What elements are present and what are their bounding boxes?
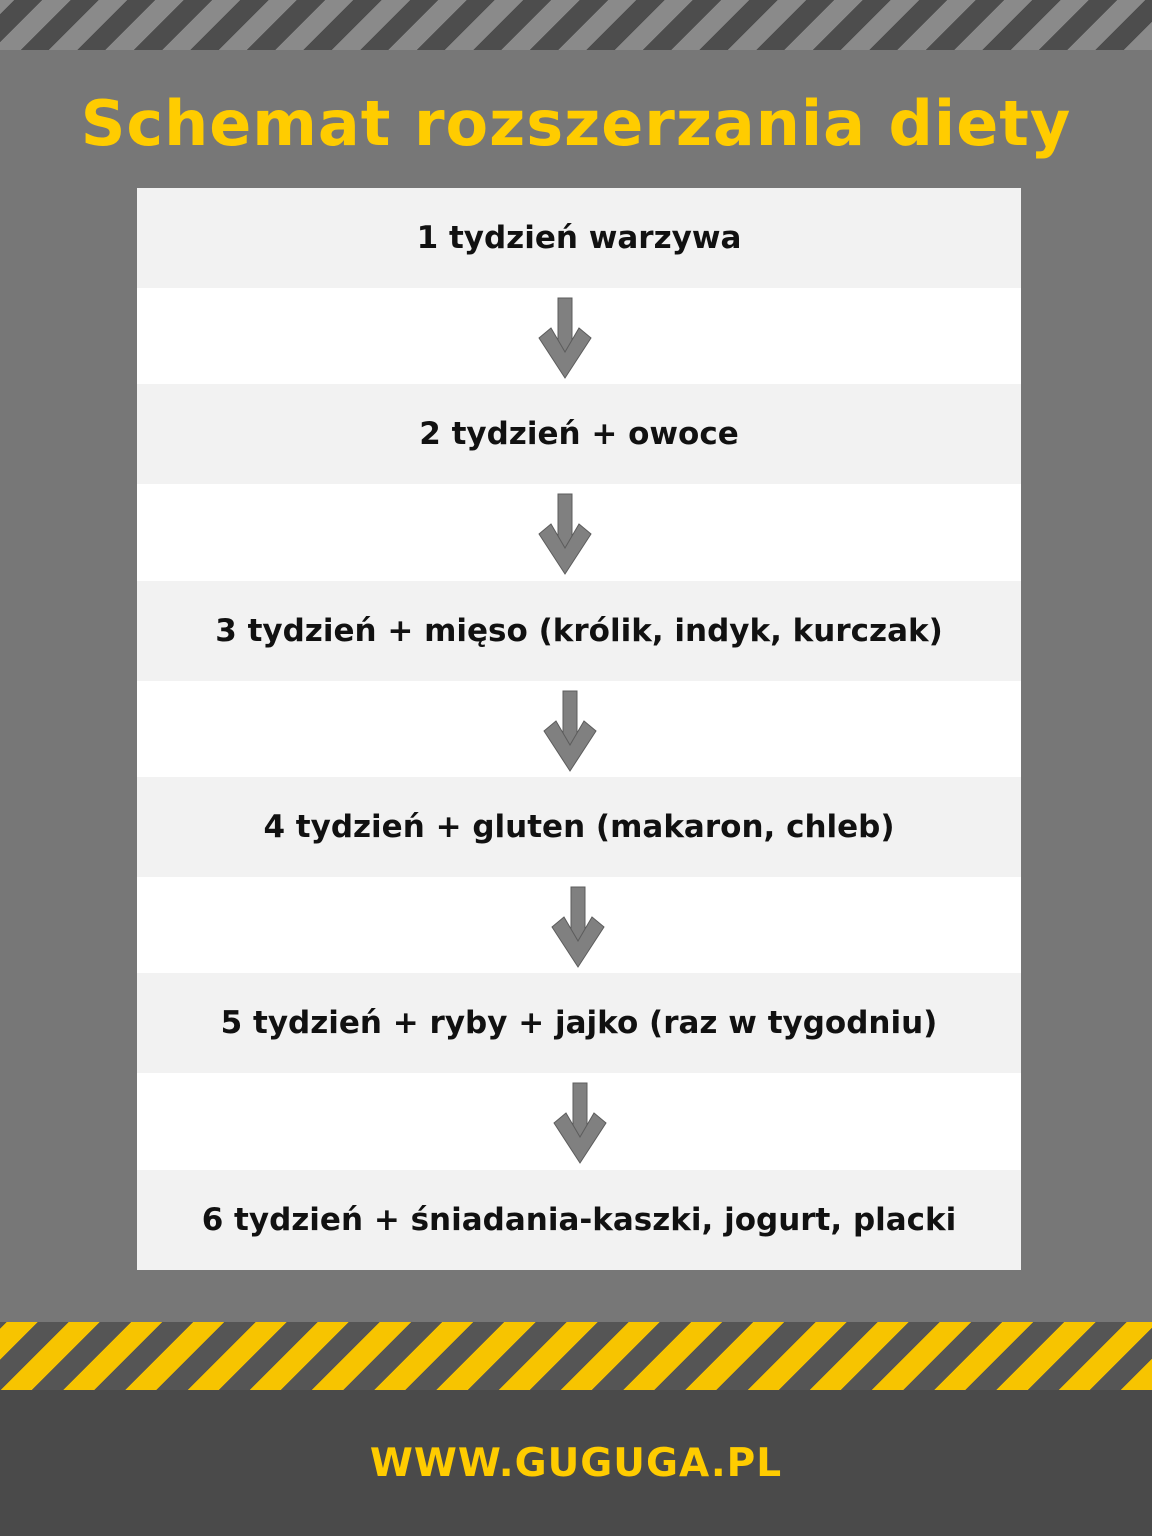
step-4 (137, 777, 1021, 877)
step-6-label: 6 tydzień + śniadania-kaszki, jogurt, placki (201, 1202, 957, 1238)
step-2 (137, 384, 1021, 484)
footer (0, 1390, 1152, 1536)
step-1 (137, 188, 1021, 288)
step-3-label: 3 tydzień + mięso (królik, indyk, kurczak) (215, 613, 943, 649)
arrow-down-icon (540, 687, 600, 775)
website-url: WWW.GUGUGA.PL (369, 1440, 783, 1486)
page-title: Schemat rozszerzania diety (80, 87, 1072, 160)
arrow-down-icon (548, 883, 608, 971)
step-5 (137, 973, 1021, 1073)
bottom-hazard-stripes (0, 1322, 1152, 1390)
step-2-label: 2 tydzień + owoce (419, 416, 739, 452)
step-3 (137, 581, 1021, 681)
step-5-label: 5 tydzień + ryby + jajko (raz w tygodniu) (220, 1005, 938, 1041)
step-1-label: 1 tydzień warzywa (416, 220, 742, 256)
arrow-down-icon (535, 294, 595, 382)
top-hazard-stripes (0, 0, 1152, 50)
step-4-label: 4 tydzień + gluten (makaron, chleb) (263, 809, 895, 845)
diet-steps-panel (137, 188, 1021, 1270)
step-6 (137, 1170, 1021, 1270)
arrow-down-icon (535, 490, 595, 578)
arrow-down-icon (550, 1079, 610, 1167)
